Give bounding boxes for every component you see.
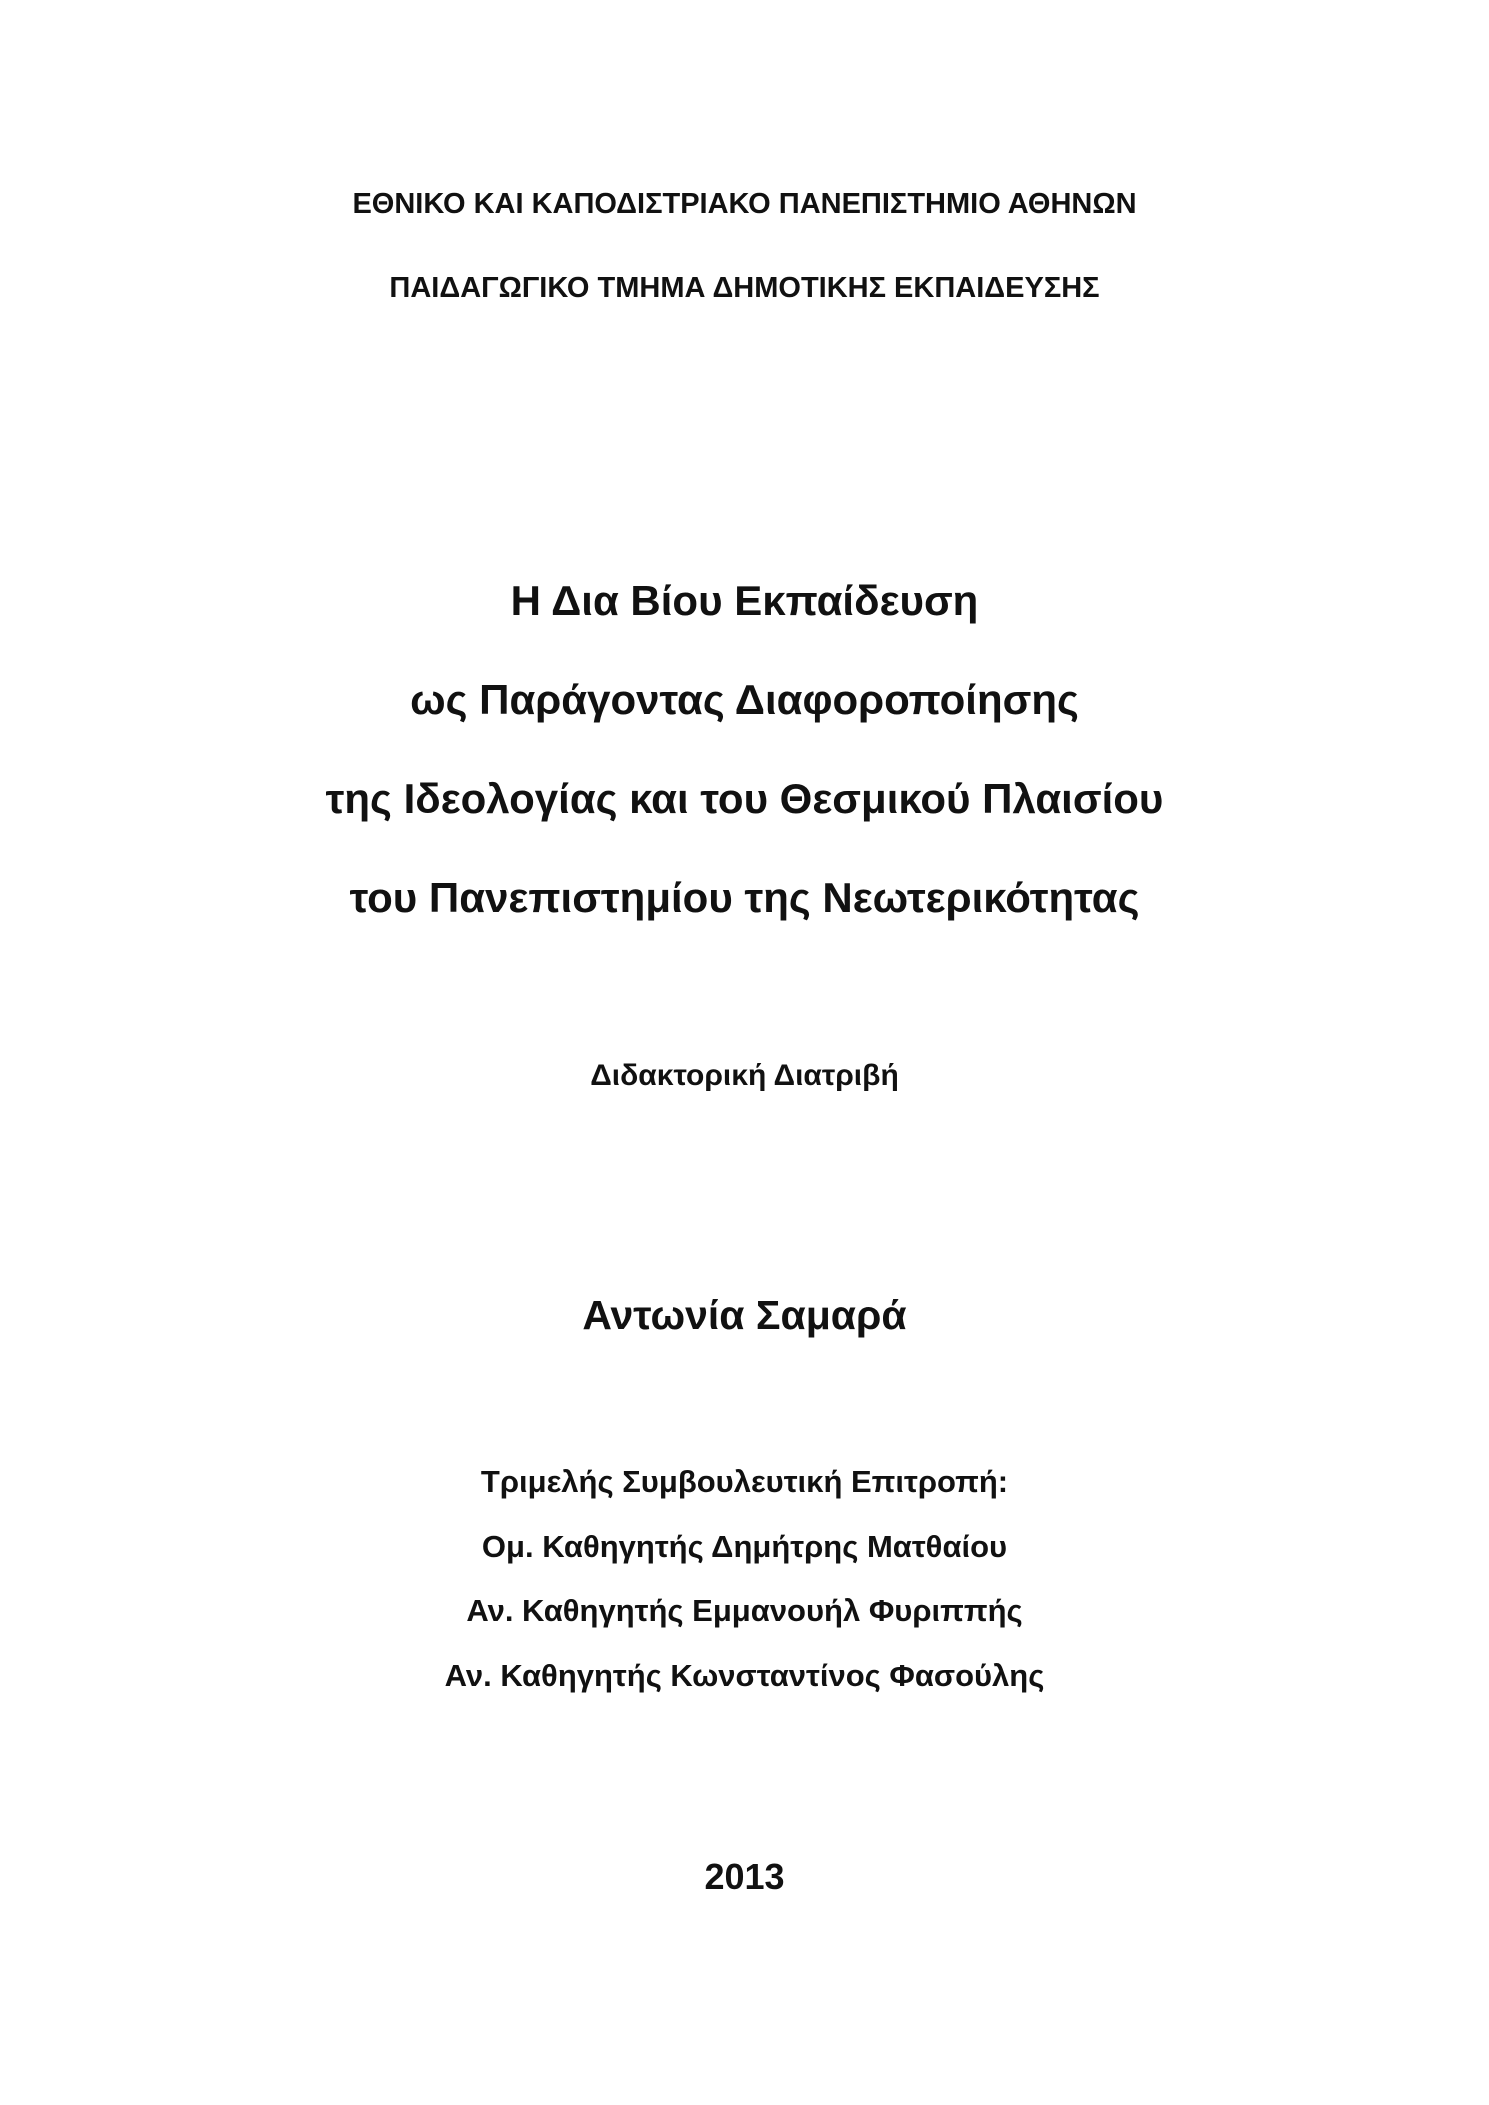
department-name: ΠΑΙΔΑΓΩΓΙΚΟ ΤΜΗΜΑ ΔΗΜΟΤΙΚΗΣ ΕΚΠΑΙΔΕΥΣΗΣ xyxy=(389,272,1100,304)
thesis-title-line-3: της Ιδεολογίας και του Θεσμικού Πλαισίου xyxy=(325,775,1164,822)
university-name: ΕΘΝΙΚΟ ΚΑΙ ΚΑΠΟΔΙΣΤΡΙΑΚΟ ΠΑΝΕΠΙΣΤΗΜΙΟ ΑΘΗΝΩΝ xyxy=(352,188,1137,220)
thesis-title-line-1: Η Δια Βίου Εκπαίδευση xyxy=(510,577,979,624)
publication-year: 2013 xyxy=(704,1856,785,1897)
committee-member-3: Αν. Καθηγητής Κωνσταντίνος Φασούλης xyxy=(444,1658,1045,1693)
committee-member-1: Ομ. Καθηγητής Δημήτρης Ματθαίου xyxy=(481,1529,1008,1564)
committee-heading: Τριμελής Συμβουλευτική Επιτροπή: xyxy=(480,1464,1009,1499)
thesis-title-line-4: του Πανεπιστημίου της Νεωτερικότητας xyxy=(349,874,1140,921)
author-name: Αντωνία Σαμαρά xyxy=(582,1292,907,1338)
committee-member-2: Αν. Καθηγητής Εμμανουήλ Φυριππής xyxy=(466,1593,1023,1628)
document-type: Διδακτορική Διατριβή xyxy=(590,1059,899,1092)
thesis-title-line-2: ως Παράγοντας Διαφοροποίησης xyxy=(410,676,1079,723)
